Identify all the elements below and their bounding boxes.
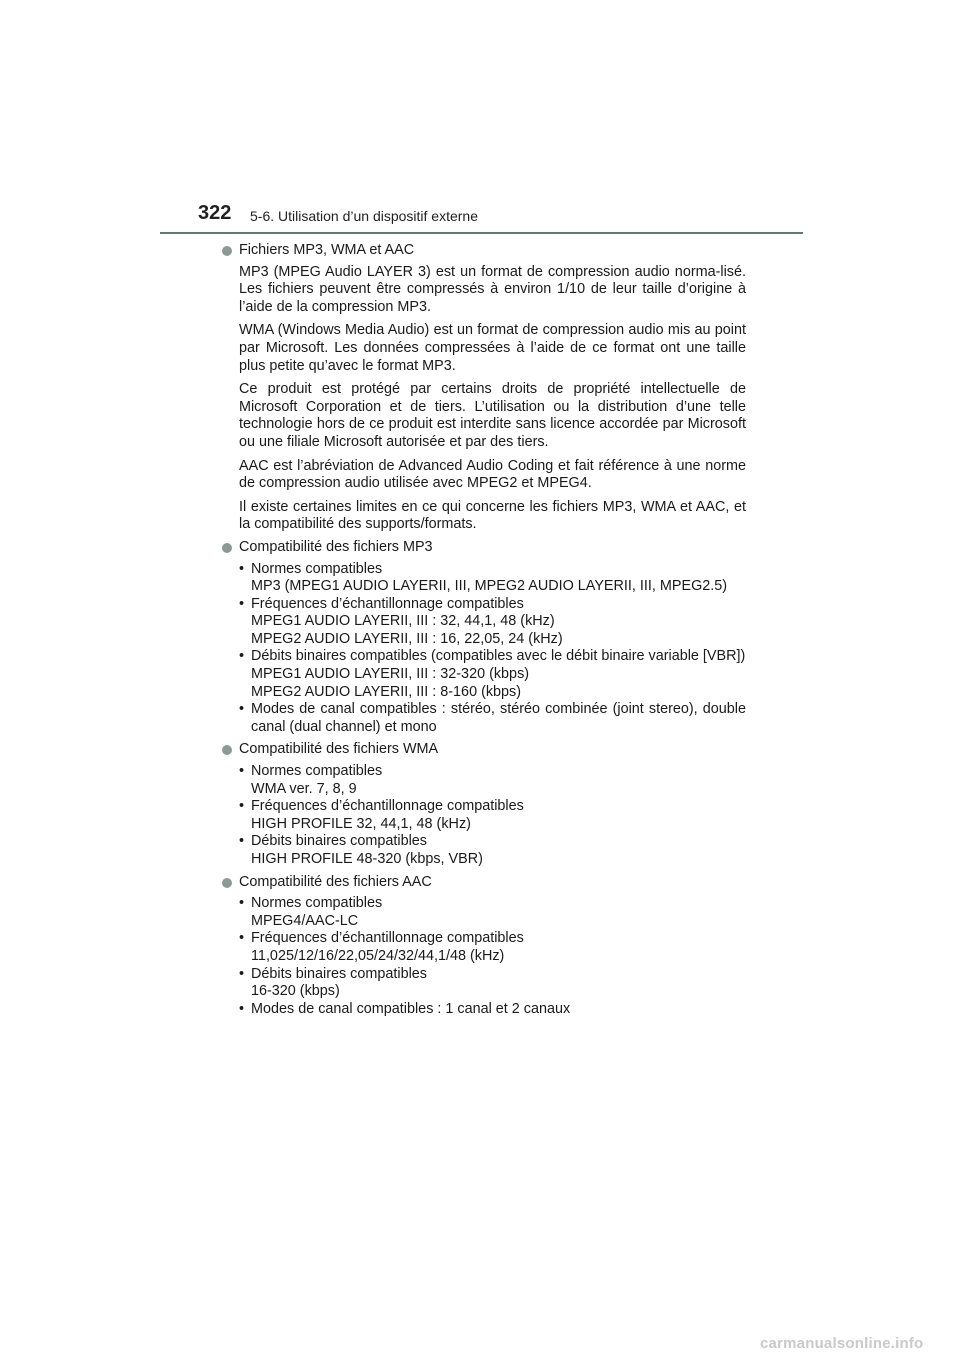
list-item-title: Fréquences d’échantillonnage compatibles xyxy=(251,798,524,815)
list-item-value: MPEG4/AAC-LC xyxy=(251,912,359,929)
list-item xyxy=(239,895,746,930)
list-item-value: WMA ver. 7, 8, 9 xyxy=(251,780,357,797)
list-item-title: Débits binaires compatibles (compatibles avec le débit binaire variable [VBR]) xyxy=(251,648,746,665)
circle-bullet-icon xyxy=(222,543,232,553)
list-item-title: Fréquences d’échantillonnage compatibles xyxy=(251,595,524,612)
list-item xyxy=(239,966,746,1001)
list-item-value: MPEG1 AUDIO LAYERII, III : 32, 44,1, 48 (kHz) xyxy=(251,613,555,630)
list-item-title: Débits binaires compatibles xyxy=(251,965,427,982)
section-heading-text: Compatibilité des fichiers AAC xyxy=(239,873,432,890)
list-item xyxy=(239,930,746,965)
list-marker: • xyxy=(239,763,245,780)
list-marker: • xyxy=(239,930,245,947)
list-item-value: MPEG1 AUDIO LAYERII, III : 32-320 (kbps) xyxy=(251,666,530,683)
list-item-value: 16-320 (kbps) xyxy=(251,983,340,1000)
list-item xyxy=(239,833,746,868)
section-title: 5-6. Utilisation d’un dispositif externe xyxy=(250,208,479,224)
list-item-value: MP3 (MPEG1 AUDIO LAYERII, III, MPEG2 AUDIO LAYERII, III, MPEG2.5) xyxy=(251,578,728,595)
list-marker: • xyxy=(239,833,245,850)
list-item-value: MPEG2 AUDIO LAYERII, III : 8-160 (kbps) xyxy=(251,683,522,700)
list-item-value: HIGH PROFILE 32, 44,1, 48 (kHz) xyxy=(251,815,471,832)
list-item-title: Modes de canal compatibles : stéréo, stéréo combinée (joint stereo), double canal (dual channel) et mono xyxy=(251,701,746,735)
list-marker: • xyxy=(239,895,245,912)
paragraph: Ce produit est protégé par certains droits de propriété intellectuelle de Microsoft Corporation et de tiers. L’utilisation ou la distribution d’une telle technologie hors de ce produit est interdite sans licence accordée par Microsoft ou une filiale Microsoft autorisée et par des tiers. xyxy=(239,381,746,450)
document-body xyxy=(222,242,746,1018)
list-item xyxy=(239,1001,746,1019)
list-item xyxy=(239,763,746,798)
list-marker: • xyxy=(239,798,245,815)
list-item xyxy=(239,798,746,833)
section-heading-text: Fichiers MP3, WMA et AAC xyxy=(239,242,415,258)
list-item xyxy=(239,596,746,649)
section-heading xyxy=(222,539,746,557)
list-marker: • xyxy=(239,701,245,718)
page-number: 322 xyxy=(198,202,232,224)
section-heading xyxy=(222,874,746,892)
list-marker: • xyxy=(239,965,245,982)
list-item-value: MPEG2 AUDIO LAYERII, III : 16, 22,05, 24 (kHz) xyxy=(251,630,563,647)
paragraph: MP3 (MPEG Audio LAYER 3) est un format de compression audio norma-lisé. Les fichiers peuvent être compressés à environ 1/10 de leur taille d’origine à l’aide de la compression MP3. xyxy=(239,263,746,315)
list-marker: • xyxy=(239,1000,245,1017)
list-item-value: HIGH PROFILE 48-320 (kbps, VBR) xyxy=(251,851,483,867)
circle-bullet-icon xyxy=(222,878,232,888)
watermark: carmanualsonline.info xyxy=(760,1335,924,1352)
list-item-title: Normes compatibles xyxy=(251,763,383,780)
list-item xyxy=(239,561,746,596)
list-item-title: Normes compatibles xyxy=(251,560,383,577)
circle-bullet-icon xyxy=(222,745,232,755)
list-marker: • xyxy=(239,595,245,612)
spec-list xyxy=(239,561,746,737)
section-heading xyxy=(222,242,746,260)
list-item-title: Normes compatibles xyxy=(251,895,383,912)
section-heading-text: Compatibilité des fichiers MP3 xyxy=(239,538,433,555)
section-heading xyxy=(222,741,746,759)
circle-bullet-icon xyxy=(222,246,232,256)
paragraph: WMA (Windows Media Audio) est un format de compression audio mis au point par Microsoft. Les données compressées à l’aide de ce format ont une taille plus petite qu’avec le format MP3. xyxy=(239,322,746,374)
spec-list xyxy=(239,895,746,1018)
list-marker: • xyxy=(239,560,245,577)
header-rule xyxy=(160,232,803,234)
list-item xyxy=(239,648,746,701)
paragraph: Il existe certaines limites en ce qui concerne les fichiers MP3, WMA et AAC, et la compatibilité des supports/formats. xyxy=(239,498,746,533)
list-item-value: 11,025/12/16/22,05/24/32/44,1/48 (kHz) xyxy=(251,947,505,964)
list-marker: • xyxy=(239,648,245,665)
paragraph: AAC est l’abréviation de Advanced Audio Coding et fait référence à une norme de compression audio utilisée avec MPEG2 et MPEG4. xyxy=(239,457,746,492)
list-item-title: Fréquences d’échantillonnage compatibles xyxy=(251,930,524,947)
section-heading-text: Compatibilité des fichiers WMA xyxy=(239,741,439,758)
list-item xyxy=(239,701,746,736)
list-item-title: Débits binaires compatibles xyxy=(251,833,427,850)
list-item-title: Modes de canal compatibles : 1 canal et 2 canaux xyxy=(251,1000,571,1017)
spec-list xyxy=(239,763,746,869)
